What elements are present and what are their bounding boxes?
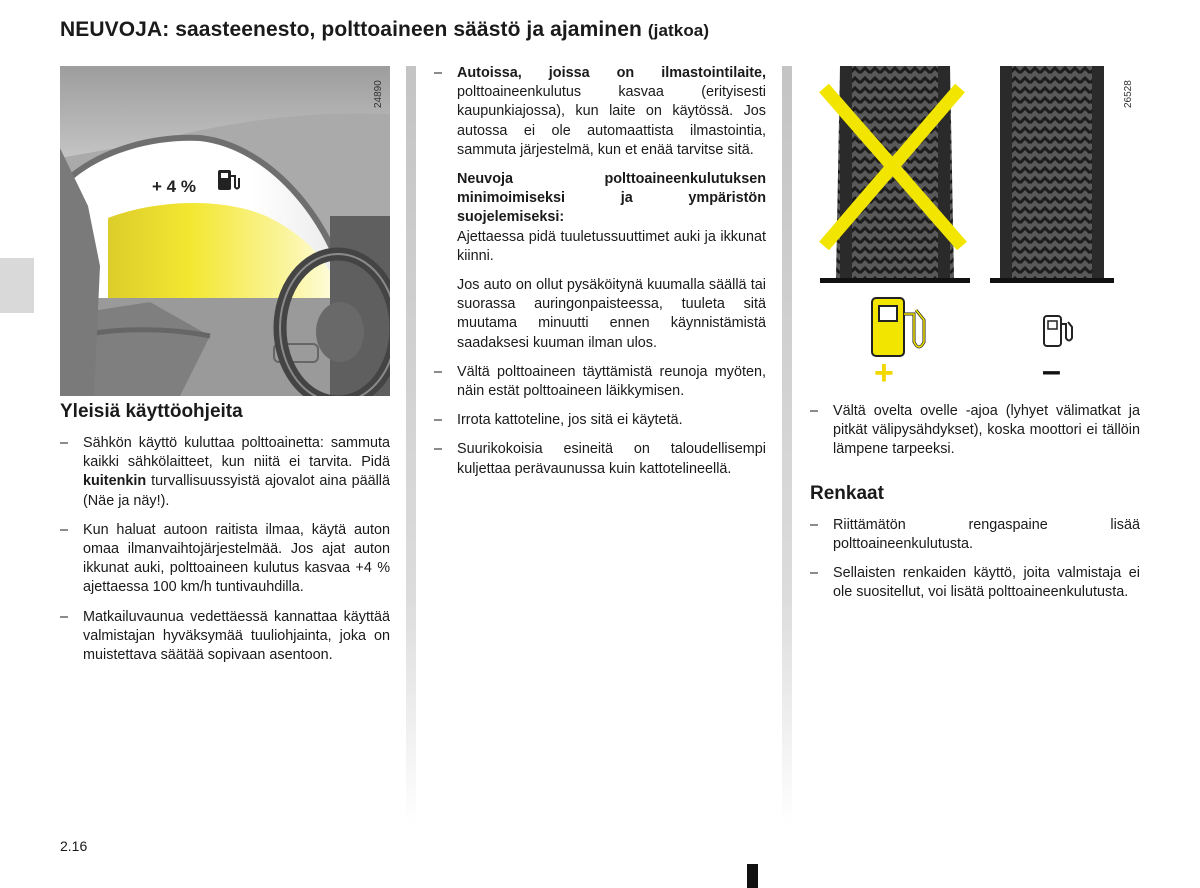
tyre-pressure-illustration xyxy=(810,66,1140,396)
list-item: – Sellaisten renkaiden käyttö, joita valmistaja ei ole suositellut, voi lisätä polttoaineenkulutusta. xyxy=(810,564,1140,602)
page-title-main: NEUVOJA: saasteenesto, polttoaineen säästö ja ajaminen xyxy=(60,18,642,41)
list-item: – Suurikokoisia esineitä on taloudellisempi kuljettaa perävaunussa kuin kattotelineellä. xyxy=(434,440,766,478)
list-item: – Autoissa, joissa on ilmastointilaite, polttoaineenkulutus kasvaa (erityisesti kaupunkiajossa), kun laite on käytössä. Jos autossa ei ole automaattista ilmastointia, sammuta järjestelmä, kun et enää tarvitse sitä. xyxy=(434,64,766,160)
tip-block xyxy=(434,170,766,266)
page-title xyxy=(60,18,709,42)
list-item: – Vältä ovelta ovelle -ajoa (lyhyet välimatkat ja pitkät välipysähdykset), koska moottori ei tällöin lämpene tarpeeksi. xyxy=(810,402,1140,460)
car-window-illustration xyxy=(60,66,390,396)
consumption-increase-label: + 4 % xyxy=(152,177,196,196)
fuel-pump-high-icon xyxy=(872,298,924,356)
chapter-tab xyxy=(0,258,34,313)
list-item: – Kun haluat autoon raitista ilmaa, käytä auton omaa ilmanvaihtojärjestelmää. Jos ajat auton ikkunat auki, polttoaineen kulutus kasvaa +4 % ajettaessa 100 km/h tuntivauhdilla. xyxy=(60,521,390,598)
tip-paragraph: Ajettaessa pidä tuuletussuuttimet auki ja ikkunat kiinni. xyxy=(457,228,766,264)
minus-sign: – xyxy=(1042,352,1061,390)
item-lead: Autoissa, joissa on ilmastointilaite, xyxy=(457,65,766,81)
list-item: – Riittämätön rengaspaine lisää polttoaineenkulutusta. xyxy=(810,516,1140,554)
column-divider-right xyxy=(782,66,792,826)
emphasis-text: kuitenkin xyxy=(83,473,147,490)
page-title-suffix: (jatkoa) xyxy=(647,21,710,40)
list-item: – Matkailuvaunua vedettäessä kannattaa käyttää valmistajan hyväksymää tuuliohjainta, joka on muistettava säätää sopivaan asentoon. xyxy=(60,608,390,666)
general-instructions-section xyxy=(60,400,390,675)
section-heading: Renkaat xyxy=(810,482,884,504)
list-item: – Irrota kattoteline, jos sitä ei käytetä. xyxy=(434,411,766,430)
tip-heading: Neuvoja polttoaineenkulutuksen minimoimiseksi ja ympäristön suojelemiseksi: xyxy=(457,171,766,226)
section-heading: Yleisiä käyttöohjeita xyxy=(60,401,243,422)
inflated-tyre xyxy=(1000,66,1104,278)
figure-number: 24890 xyxy=(373,80,384,108)
fuel-pump-low-icon xyxy=(1044,316,1072,346)
list-item: – Sähkön käyttö kuluttaa polttoainetta: sammuta kaikki sähkölaitteet, kun niitä ei tarvita. Pidä kuitenkin turvallisuussyistä ajovalot aina päällä (Näe ja näy!). xyxy=(60,434,390,511)
list-item: – Vältä polttoaineen täyttämistä reunoja myöten, näin estät polttoaineen läikkymisen. xyxy=(434,363,766,401)
plus-sign: + xyxy=(874,354,894,392)
tip-paragraph: Jos auto on ollut pysäköitynä kuumalla säällä tai suorassa auringonpaisteessa, tuuleta sitä muutama minuutti ennen käynnistämistä saadaksesi kuuman ilman ulos. xyxy=(457,277,766,351)
air-conditioning-section xyxy=(434,64,766,489)
page-number: 2.16 xyxy=(60,838,88,854)
column-divider-left xyxy=(406,66,416,826)
print-mark xyxy=(747,864,758,888)
tyres-section xyxy=(810,402,1140,612)
figure-number: 26528 xyxy=(1123,80,1134,108)
